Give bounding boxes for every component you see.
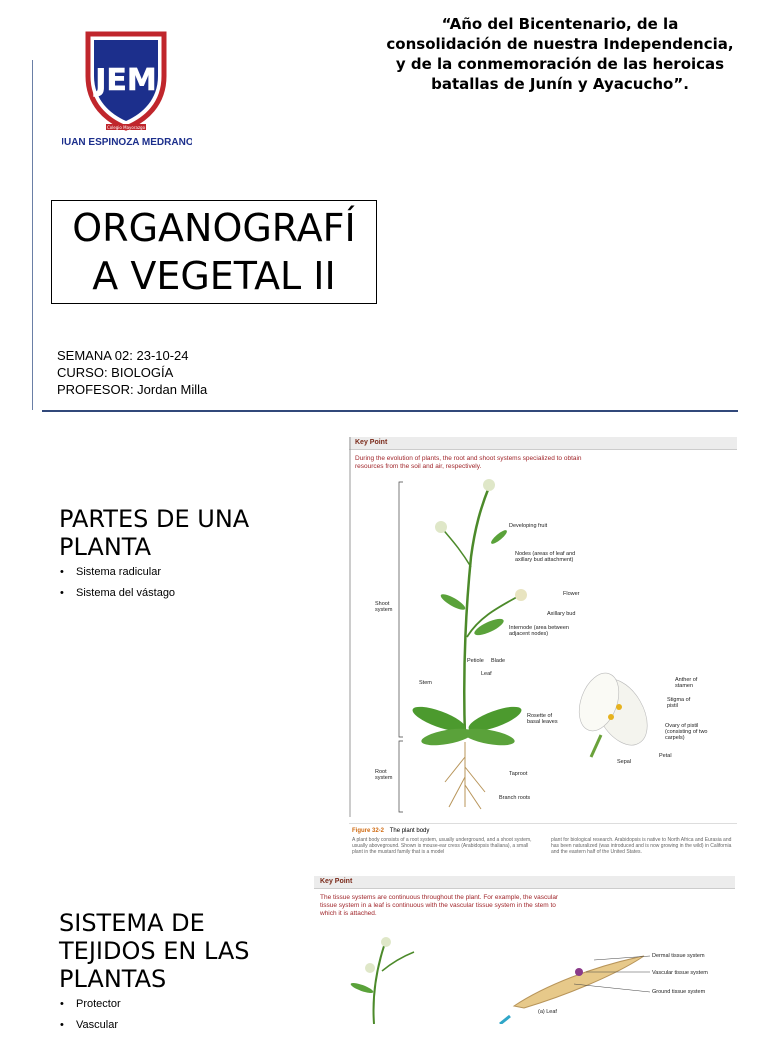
logo-subtext: Colegio Mayorazgo [106, 125, 146, 130]
caption-divider [349, 823, 737, 824]
caption-heading [352, 827, 429, 835]
label-developing-fruit: Developing fruit [509, 523, 548, 529]
label-rosette: Rosette of basal leaves [527, 713, 558, 725]
plant-parts-list [59, 566, 175, 608]
school-logo [62, 30, 192, 150]
label-ovary: Ovary of pistil (consisting of two carpels) [665, 723, 708, 741]
list-item: • Sistema del vástago [59, 587, 175, 599]
key-point-text-2: The tissue systems are continuous throughout the plant. For example, the vascular tissue system in a leaf is continuous with the vascular tissue system in the stem to which it is attached. [320, 894, 559, 917]
list-item: • Protector [59, 998, 121, 1010]
section-heading-tissue-systems: SISTEMA DE TEJIDOS EN LAS PLANTAS [59, 909, 250, 993]
plant-body-figure [349, 437, 737, 862]
list-item: • Sistema radicular [59, 566, 175, 578]
label-branch-roots: Branch roots [499, 795, 531, 801]
page-title: ORGANOGRAFÍ A VEGETAL II [72, 206, 356, 298]
week-label: SEMANA 02: 23-10-24 [57, 348, 189, 363]
tissue-illustration [314, 876, 735, 1024]
course-label: CURSO: BIOLOGÍA [57, 365, 174, 380]
label-petiole: Petiole [467, 658, 484, 664]
key-point-label-2: Key Point [314, 876, 735, 889]
label-axillary-bud: Axillary bud [547, 611, 576, 617]
label-internode: Internode (area between adjacent nodes) [509, 625, 569, 637]
tissue-systems-list [59, 998, 121, 1040]
shield-icon [62, 30, 192, 150]
caption-right: plant for biological research. Arabidopsis is native to North Africa and Eurasia and has been naturalized (was introduced and is now growing in the wild) in California and the eastern half of the United States. [551, 837, 732, 855]
label-anther: Anther of stamen [675, 677, 698, 689]
tissue-systems-figure [314, 876, 735, 1024]
label-ground: Ground tissue system [652, 989, 706, 995]
logo-monogram: JEM [95, 63, 157, 98]
label-petal: Petal [659, 753, 672, 759]
label-leaf: Leaf [481, 671, 492, 677]
horizontal-rule [42, 410, 738, 412]
label-nodes: Nodes (areas of leaf and axillary bud attachment) [515, 551, 576, 563]
school-name: JUAN ESPINOZA MEDRANO [62, 137, 192, 148]
label-dermal: Dermal tissue system [652, 953, 705, 959]
vertical-rule [32, 60, 33, 410]
title-box [51, 200, 377, 304]
section-heading-plant-parts: PARTES DE UNA PLANTA [59, 505, 250, 561]
key-point-text: During the evolution of plants, the root and shoot systems specialized to obtain resources from the soil and air, respectively. [355, 455, 582, 470]
label-taproot: Taproot [509, 771, 528, 777]
label-root-system: Root system [375, 769, 393, 781]
list-item: • Vascular [59, 1019, 121, 1031]
label-blade: Blade [491, 658, 506, 664]
motto-text: “Año del Bicentenario, de la consolidación de nuestra Independencia, y de la conmemoración de las heroicas batallas de Junín y Ayacucho”. [386, 15, 734, 93]
label-stem: Stem [419, 680, 432, 686]
label-vascular: Vascular tissue system [652, 970, 708, 976]
course-info [57, 347, 207, 398]
label-sepal: Sepal [617, 759, 632, 765]
label-stigma: Stigma of pistil [667, 697, 691, 709]
label-flower: Flower [563, 591, 580, 597]
caption-figure-number: Figure 32-2 [352, 828, 385, 834]
caption-left: A plant body consists of a root system, usually underground, and a shoot system, usually aboveground. Shown is mouse-ear cress (Arabidopsis thaliana), a small plant in the mustard family that is a model [352, 837, 532, 855]
label-leaf-panel: (a) Leaf [538, 1009, 557, 1015]
key-point-label: Key Point [349, 437, 737, 450]
teacher-label: PROFESOR: Jordan Milla [57, 382, 208, 397]
label-shoot-system: Shoot system [375, 601, 393, 613]
caption-figure-name: The plant body [389, 828, 430, 834]
